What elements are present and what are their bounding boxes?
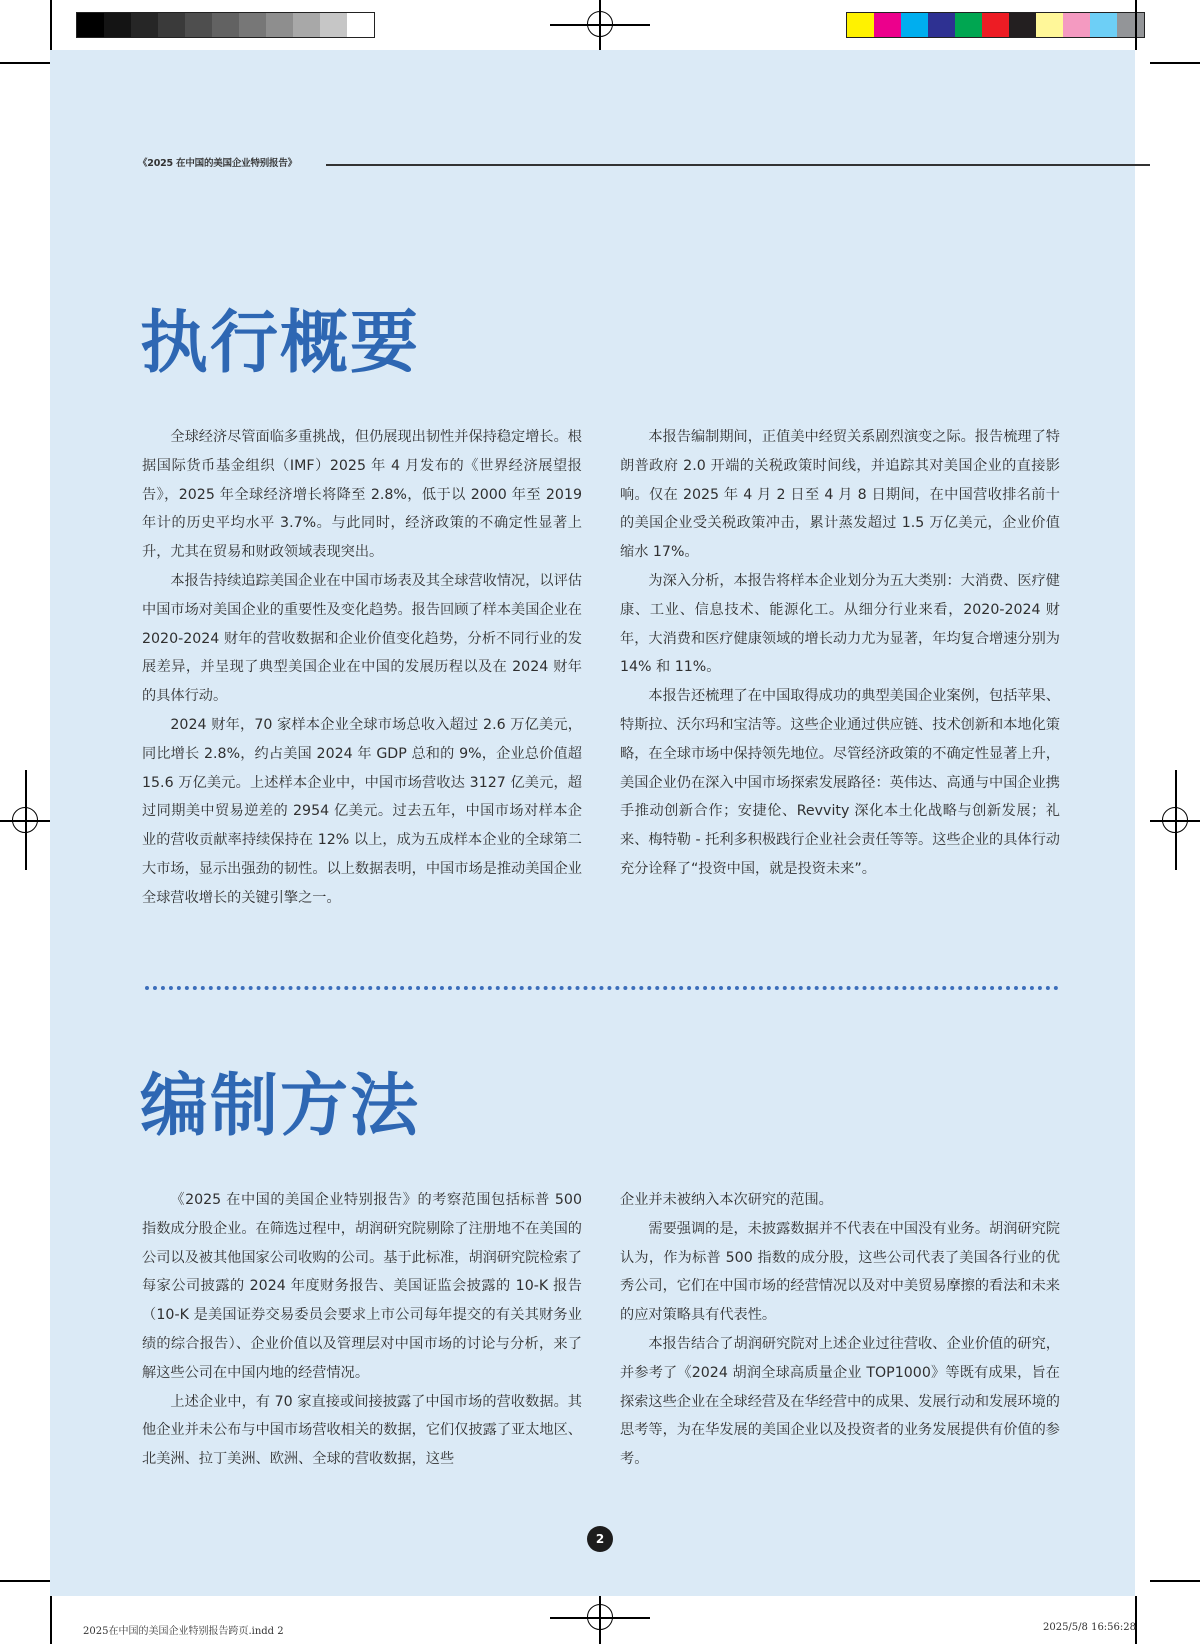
color-swatch xyxy=(874,13,901,37)
methodology-right-column xyxy=(620,1186,1060,1474)
summary-left-column xyxy=(142,423,582,913)
paragraph: 2024 财年，70 家样本企业全球市场总收入超过 2.6 万亿美元，同比增长 2.8%，约占美国 2024 年 GDP 总和的 9%，企业总价值超 15.6 万亿美元。上述样本企业中，中国市场营收达 3127 亿美元，超过同期美中贸易逆差的 2954 亿美元。过去五年，中国市场对样本企业的营收贡献率持续保持在 12% 以上，成为五成样本企业的全球第二大市场，显示出强劲的韧性。以上数据表明，中国市场是推动美国企业全球营收增长的关键引擎之一。 xyxy=(142,716,582,906)
color-swatch xyxy=(104,13,131,37)
color-swatch xyxy=(239,13,266,37)
color-swatch xyxy=(158,13,185,37)
paragraph: 全球经济尽管面临多重挑战，但仍展现出韧性并保持稳定增长。根据国际货币基金组织（IMF）2025 年 4 月发布的《世界经济展望报告》，2025 年全球经济增长将降至 2.8%，低于以 2000 年至 2019 年计的历史平均水平 3.7%。与此同时，经济政策的不确定性显著上升，尤其在贸易和财政领域表现突出。 xyxy=(142,429,582,561)
color-swatch xyxy=(1009,13,1036,37)
file-slug: 2025在中国的美国企业特别报告跨页.indd 2 xyxy=(83,1626,284,1637)
grayscale-bar xyxy=(76,12,375,38)
paragraph: 企业并未被纳入本次研究的范围。 xyxy=(620,1192,833,1208)
color-swatch xyxy=(293,13,320,37)
running-header: 《2025 在中国的美国企业特别报告》 xyxy=(138,158,297,169)
color-swatch xyxy=(212,13,239,37)
color-swatch xyxy=(955,13,982,37)
color-bar xyxy=(846,12,1145,38)
paragraph: 为深入分析，本报告将样本企业划分为五大类别：大消费、医疗健康、工业、信息技术、能源化工。从细分行业来看，2020-2024 财年，大消费和医疗健康领域的增长动力尤为显著，年均复合增速分别为 14% 和 11%。 xyxy=(620,572,1060,676)
color-swatch xyxy=(1090,13,1117,37)
color-swatch xyxy=(347,13,374,37)
color-swatch xyxy=(77,13,104,37)
color-swatch xyxy=(1117,13,1144,37)
crop-mark xyxy=(1135,1596,1137,1644)
date-slug: 2025/5/8 16:56:28 xyxy=(1042,1622,1136,1633)
color-swatch xyxy=(847,13,874,37)
color-swatch xyxy=(185,13,212,37)
color-swatch xyxy=(982,13,1009,37)
paragraph: 本报告还梳理了在中国取得成功的典型美国企业案例，包括苹果、特斯拉、沃尔玛和宝洁等。这些企业通过供应链、技术创新和本地化策略，在全球市场中保持领先地位。尽管经济政策的不确定性显著上升，美国企业仍在深入中国市场探索发展路径：英伟达、高通与中国企业携手推动创新合作；安捷伦、Revvity 深化本土化战略与创新发展；礼来、梅特勒 - 托利多积极践行企业社会责任等等。这些企业的具体行动充分诠释了“投资中国，就是投资未来”。 xyxy=(620,688,1060,877)
color-swatch xyxy=(1063,13,1090,37)
methodology-title: 编制方法 xyxy=(140,1067,421,1146)
color-swatch xyxy=(131,13,158,37)
paragraph: 本报告持续追踪美国企业在中国市场表及其全球营收情况，以评估中国市场对美国企业的重要性及变化趋势。报告回顾了样本美国企业在 2020-2024 财年的营收数据和企业价值变化趋势，分析不同行业的发展差异，并呈现了典型美国企业在中国的发展历程以及在 2024 财年的具体行动。 xyxy=(142,572,582,705)
crop-mark xyxy=(0,1580,50,1582)
dotted-divider xyxy=(145,986,1059,990)
paragraph: 本报告编制期间，正值美中经贸关系剧烈演变之际。报告梳理了特朗普政府 2.0 开端的关税政策时间线，并追踪其对美国企业的直接影响。仅在 2025 年 4 月 2 日至 4 月 8 日期间，在中国营收排名前十的美国企业受关税政策冲击，累计蒸发超过 1.5 万亿美元，企业价值缩水 17%。 xyxy=(620,429,1060,561)
crop-mark xyxy=(1135,0,1137,50)
methodology-left-column xyxy=(142,1186,582,1474)
crop-mark xyxy=(0,62,50,64)
crop-mark xyxy=(1150,62,1200,64)
paragraph: 需要强调的是，未披露数据并不代表在中国没有业务。胡润研究院认为，作为标普 500 指数的成分股，这些公司代表了美国各行业的优秀公司，它们在中国市场的经营情况以及对中美贸易摩擦的看法和未来的应对策略具有代表性。 xyxy=(620,1220,1060,1324)
crop-mark xyxy=(1150,1580,1200,1582)
paragraph: 上述企业中，有 70 家直接或间接披露了中国市场的营收数据。其他企业并未公布与中国市场营收相关的数据，它们仅披露了亚太地区、北美洲、拉丁美洲、欧洲、全球的营收数据，这些 xyxy=(142,1393,582,1468)
color-swatch xyxy=(266,13,293,37)
crop-mark xyxy=(50,0,52,50)
color-swatch xyxy=(901,13,928,37)
crop-mark xyxy=(50,1596,52,1644)
color-swatch xyxy=(928,13,955,37)
summary-right-column xyxy=(620,423,1060,884)
summary-title: 执行概要 xyxy=(140,304,421,383)
header-rule xyxy=(326,164,1150,166)
color-swatch xyxy=(320,13,347,37)
page-number: 2 xyxy=(587,1526,613,1552)
paragraph: 本报告结合了胡润研究院对上述企业过往营收、企业价值的研究，并参考了《2024 胡润全球高质量企业 TOP1000》等既有成果，旨在探索这些企业在全球经营及在华经营中的成果、发展行动和发展环境的思考等，为在华发展的美国企业以及投资者的业务发展提供有价值的参考。 xyxy=(620,1335,1060,1468)
color-swatch xyxy=(1036,13,1063,37)
paragraph: 《2025 在中国的美国企业特别报告》的考察范围包括标普 500 指数成分股企业。在筛选过程中，胡润研究院剔除了注册地不在美国的公司以及被其他国家公司收购的公司。基于此标准，胡润研究院检索了每家公司披露的 2024 年度财务报告、美国证监会披露的 10-K 报告（10-K 是美国证券交易委员会要求上市公司每年提交的有关其财务业绩的综合报告）、企业价值以及管理层对中国市场的讨论与分析，来了解这些公司在中国内地的经营情况。 xyxy=(142,1192,582,1381)
